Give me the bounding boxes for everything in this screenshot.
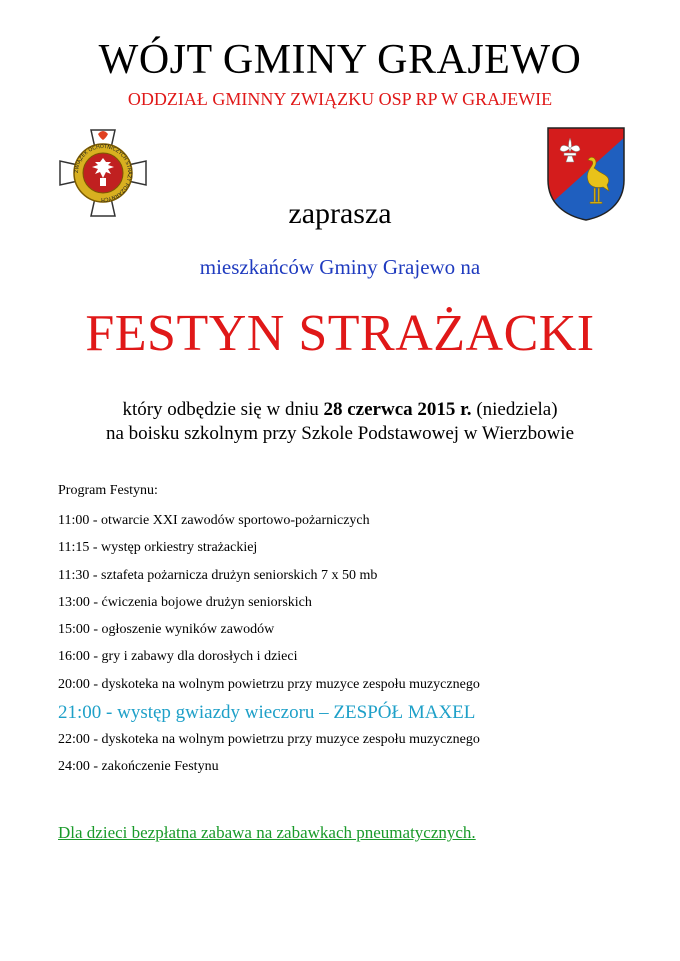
kids-note: Dla dzieci bezpłatna zabawa na zabawkach pneumatycznych. xyxy=(58,823,476,842)
date-prefix: który odbędzie się w dniu xyxy=(122,399,324,420)
program-item: 20:00 - dyskoteka na wolnym powietrzu przy muzyce zespołu muzycznego xyxy=(58,676,480,692)
event-location: na boisku szkolnym przy Szkole Podstawowej w Wierzbowie xyxy=(106,423,574,444)
date-suffix: (niedziela) xyxy=(471,399,558,420)
audience-text: mieszkańców Gminy Grajewo na xyxy=(199,255,481,279)
program-item: 16:00 - gry i zabawy dla dorosłych i dzieci xyxy=(58,649,298,665)
program-item: 11:15 - występ orkiestry strażackiej xyxy=(58,540,258,556)
program-list xyxy=(58,512,658,786)
program-item: 24:00 - zakończenie Festynu xyxy=(58,759,219,775)
program-item: 13:00 - ćwiczenia bojowe drużyn seniorskich xyxy=(58,594,312,610)
event-date: 28 czerwca 2015 r. xyxy=(323,399,472,420)
svg-text:ZWIĄZEK OCHOTNICZYCH STRAŻY PO: ZWIĄZEK OCHOTNICZYCH STRAŻY POŻARNYCH xyxy=(73,143,133,203)
invite-text: zaprasza xyxy=(288,197,392,230)
organizer-subtitle: ODDZIAŁ GMINNY ZWIĄZKU OSP RP W GRAJEWIE xyxy=(127,89,553,109)
program-item: 15:00 - ogłoszenie wyników zawodów xyxy=(58,622,275,638)
program-item-highlight: 21:00 - występ gwiazdy wieczoru – ZESPÓŁ MAXEL xyxy=(58,702,476,724)
program-heading: Program Festynu: xyxy=(58,483,158,498)
program-item: 11:00 - otwarcie XXI zawodów sportowo-pożarniczych xyxy=(58,513,370,528)
event-date-line xyxy=(0,398,680,422)
program-item: 11:30 - sztafeta pożarnicza drużyn seniorskich 7 x 50 mb xyxy=(58,567,378,583)
page-title: WÓJT GMINY GRAJEWO xyxy=(98,37,582,83)
program-item: 22:00 - dyskoteka na wolnym powietrzu przy muzyce zespołu muzycznego xyxy=(58,732,480,748)
event-title: FESTYN STRAŻACKI xyxy=(85,305,595,362)
event-details xyxy=(0,398,680,446)
